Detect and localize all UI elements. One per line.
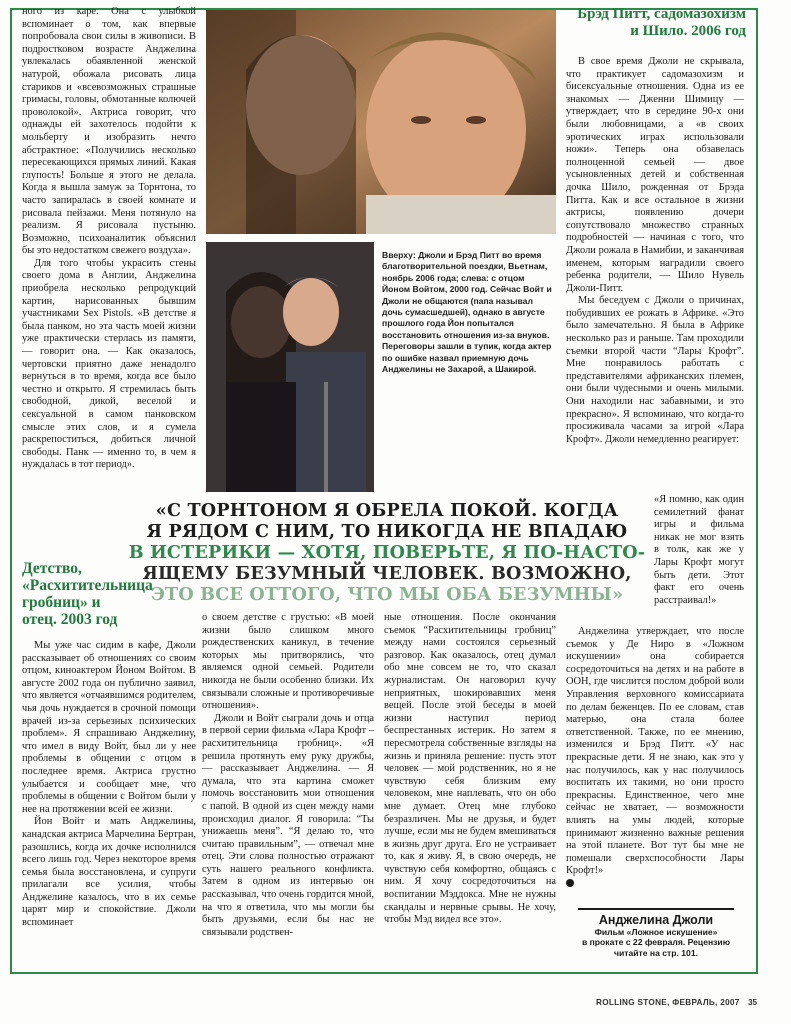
- page-footer: ROLLING STONE, ФЕВРАЛЬ, 2007: [596, 998, 740, 1007]
- text-column-5: [566, 626, 744, 896]
- paragraph: о своем детстве с грустью: «В моей жизни было слишком много рождественских каникул, в течение которых мы притворялись, что являемся одной семьей. Родители никогда не были особенно близки. Их связывали сложные и противоречивые отношения».: [202, 612, 374, 712]
- pull-quote-line: В ИСТЕРИКИ — ХОТЯ, ПОВЕРЬТЕ, Я ПО-НАСТО-: [128, 542, 646, 563]
- text-column-4b: [654, 494, 744, 610]
- text-column-2: [202, 612, 374, 968]
- paragraph: ные отношения. После окончания съемок “Расхитительницы гробниц” между нами состоялся серьезный разговор. Как оказалось, отец думал обо мне совсем не то, что сказал журналистам. Он наговорил кучу неприятных, шокировавших меня вещей. После этой беседы в моей жизни наступил период беспрестанных истерик. Но затем я пересмотрела собственные взгляды на жизнь и приняла решение: пусть этот человек — мой родственник, но я не чувствую себя близким ему человеком, мне наплевать, что он обо мне думает. Отец мне глубоко безразличен. Мы не друзья, и будет лучше, если мы не будем вмешиваться в жизнь друг друга. Его не устраивает то, как я живу. Я, в свою очередь, не чувствую себя комфортно, общаясь с ним. Я хочу сосредоточиться на воспитании Мэддокса. Мне не нужны скандалы и нервные срывы. Не хочу, чтобы Мэд видел все это».: [384, 612, 556, 926]
- pull-quote-line: ЭТО ВСЕ ОТТОГО, ЧТО МЫ ОБА БЕЗУМНЫ»: [150, 584, 624, 605]
- page-number: 35: [748, 998, 758, 1007]
- section-heading-childhood: Детство, «Расхитительница гробниц» и отец. 2003 год: [22, 560, 153, 628]
- text-column-1: [22, 6, 196, 550]
- film-credit-line: в прокате с 22 февраля. Рецензию: [581, 937, 731, 948]
- text-column-1b: [22, 640, 196, 968]
- film-credit-name: Анджелина Джоли: [598, 913, 714, 927]
- film-credit-rule: [578, 908, 734, 910]
- pull-quote-line: Я РЯДОМ С НИМ, ТО НИКОГДА НЕ ВПАДАЮ: [146, 521, 628, 542]
- paragraph: Для того чтобы украсить стены своего дома в Англии, Анджелина приобрела несколько репродукций картин, нарисованных бывшим участниками Sex Pistols. «В детстве я была панком, но эта часть моей жизни уже практически стерлась из памяти, — говорит она. — Как оказалось, чертовски приятно даже ненадолго вернуться в то время, когда все было честно и открыто. Я стремилась быть свободной, дикой, веселой и сексуальной в самом панковском смысле этих слов, и я сумела раскрепоститься, добиться личной свободы. Панк — именно то, в чем я нуждалась в тот период».: [22, 257, 196, 471]
- paragraph: Анджелина утверждает, что после съемок у Де Ниро в «Ложном искушении» она собирается сосредоточиться на детях и на работе в ООН, где числится послом доброй воли Управления верховного комиссариата по делам беженцев. По ее словам, став матерью, она стала более ответственной. Также, по ее мнению, изменился и Брэд Питт. «У нас прекрасные дети. Я не знаю, как это у нас получилось, как у нас получилось воспитать их такими, но они просто прекрасны. Единственное, чего мне сейчас не хватает, — возможности влиять на умы людей, которые принимают жизненно важные решения на этой планете. Вот тут бы мне не помешали сверхспособности Лары Крофт!»: [566, 626, 744, 877]
- text-column-4: [566, 56, 744, 492]
- paragraph: Йон Войт и мать Анджелины, канадская актриса Марчелина Бертран, разошлись, когда их дочке исполнился всего лишь год. Через некоторое время семья была восстановлена, и супруги прилагали все усилия, чтобы Анджелине казалось, что в их семье царят мир и спокойствие. Джоли вспоминает: [22, 816, 196, 929]
- photo-jolie-voight: [206, 242, 374, 492]
- pull-quote-line: ЯЩЕМУ БЕЗУМНЫЙ ЧЕЛОВЕК. ВОЗМОЖНО,: [142, 563, 632, 584]
- film-credit-line: Фильм «Ложное искушение»: [594, 927, 718, 937]
- pull-quote: [122, 500, 652, 605]
- paragraph: В свое время Джоли не скрывала, что практикует садомазохизм и бисексуальные отношения. Одна из ее знакомых — Дженни Шимицу — утверждает, что в середине 90-х они были любовницами, а «в своих эротических играх использовали ножи». Теперь она обзавелась полноценной семьей — двое усыновленных детей и собственная дочка Шило, рожденная от Брэда Питта. Как и все остальное в жизни актрисы, появлению дочери сопутствовало множество странных подробностей — начиная с того, что Джоли рожала в Намибии, и заканчивая именем, которым наградили своего ребенка родители, — Шило Нувель Джоли-Питт.: [566, 56, 744, 294]
- end-mark-icon: [566, 879, 574, 887]
- text-column-3: [384, 612, 556, 968]
- section-heading-pitt: Брэд Питт, садомазохизм и Шило. 2006 год: [577, 6, 746, 39]
- paragraph: Мы беседуем с Джоли о причинах, побудивших ее рожать в Африке. «Это было замечательно. Я была в Африке несколько раз и раньше. Там проходили съемки второй части “Лары Крофт”. Мне понравилось работать с представителями африканских племен, они были чудесными и очень милыми. Они находили нас забавными, и это прекрасно». Я вспоминаю, что когда-то просиживала часами за игрой «Лара Крофт». Джоли немедленно реагирует:: [566, 295, 744, 445]
- paragraph: Мы уже час сидим в кафе, Джоли рассказывает об отношениях со своим отцом, киноактером Йоном Войтом. В августе 2002 года он публично заявил, что является «отчаявшимся родителем, чья дочь нуждается в срочной помощи врачей из-за серьезных психических проблем». Я спрашиваю Анджелину, что имел в виду Войт, был ли у нее проблемы в общении с отцом в последнее время. Актриса грустно улыбается и сообщает мне, что проблемы в общении с Войтом были у нее на протяжении всей ее жизни.: [22, 640, 196, 815]
- paragraph: ного из каре. Она с улыбкой вспоминает о том, как впервые попробовала свои силы в живописи. В подростковом возрасте Анджелина увлекалась обаявленной женской натурой, обожала рисовать лица стариков и «всевозможных страшные гримасы, головы, обмотанные колючей проволокой». Актриса говорит, что однажды ей захотелось подойти к мольберту и изобразить нечто абстрактное: «Получились несколько пересекающихся прямых линий. Какая глупость! Больше я этого не делала. Когда я вышла замуж за Торнтона, то часто запиралась в своей комнате и рисовала пейзажи. Меня потянуло на реализм. Я рисовала пустыню. Возможно, психоаналитик объяснил бы это недостатком свежего воздуха».: [22, 6, 196, 257]
- film-credit-line: читайте на стр. 101.: [613, 947, 699, 958]
- pull-quote-line: «С ТОРНТОНОМ Я ОБРЕЛА ПОКОЙ. КОГДА: [155, 500, 619, 521]
- photo-caption: Вверху: Джоли и Брэд Питт во время благотворительной поездки, Вьетнам, ноябрь 2006 года; слева: с отцом Йоном Войтом, 2000 год. Сейчас Войт и Джоли не общаются (папа называл дочь сумасшедшей), однако в августе прошлого года Йон попытался восстановить отношения из-за внуков. Переговоры зашли в тупик, когда актер по ошибке назвал приемную дочь Анджелины не Захарой, а Шакирой.: [382, 250, 552, 375]
- paragraph: Джоли и Войт сыграли дочь и отца в первой серии фильма «Лара Крофт – расхитительница гробниц». «Я решила протянуть ему руку дружбы, — рассказывает Анджелина. — Я думала, что эта картина сможет помочь восстановить мои отношения с папой. В одной из сцен между нами происходил диалог. Я говорила: “Ты унижаешь меня”. “Я делаю то, что считаю правильным”, — отвечал мне отец. Эти слова полностью отражают суть нашего реального конфликта. Затем в одном из интервью он рассказывал, что очень гордится мной, на что я ответила, что мы могли бы быть друзьями, если бы нас не связывали родствен-: [202, 712, 374, 938]
- paragraph: «Я помню, как один семилетний фанат игры и фильма никак не мог взять в толк, как же у Лары Крофт могут быть дети. Этот факт его очень расстраивал!»: [654, 494, 744, 606]
- film-credit: [578, 908, 734, 958]
- photo-jolie-pitt: [206, 10, 556, 234]
